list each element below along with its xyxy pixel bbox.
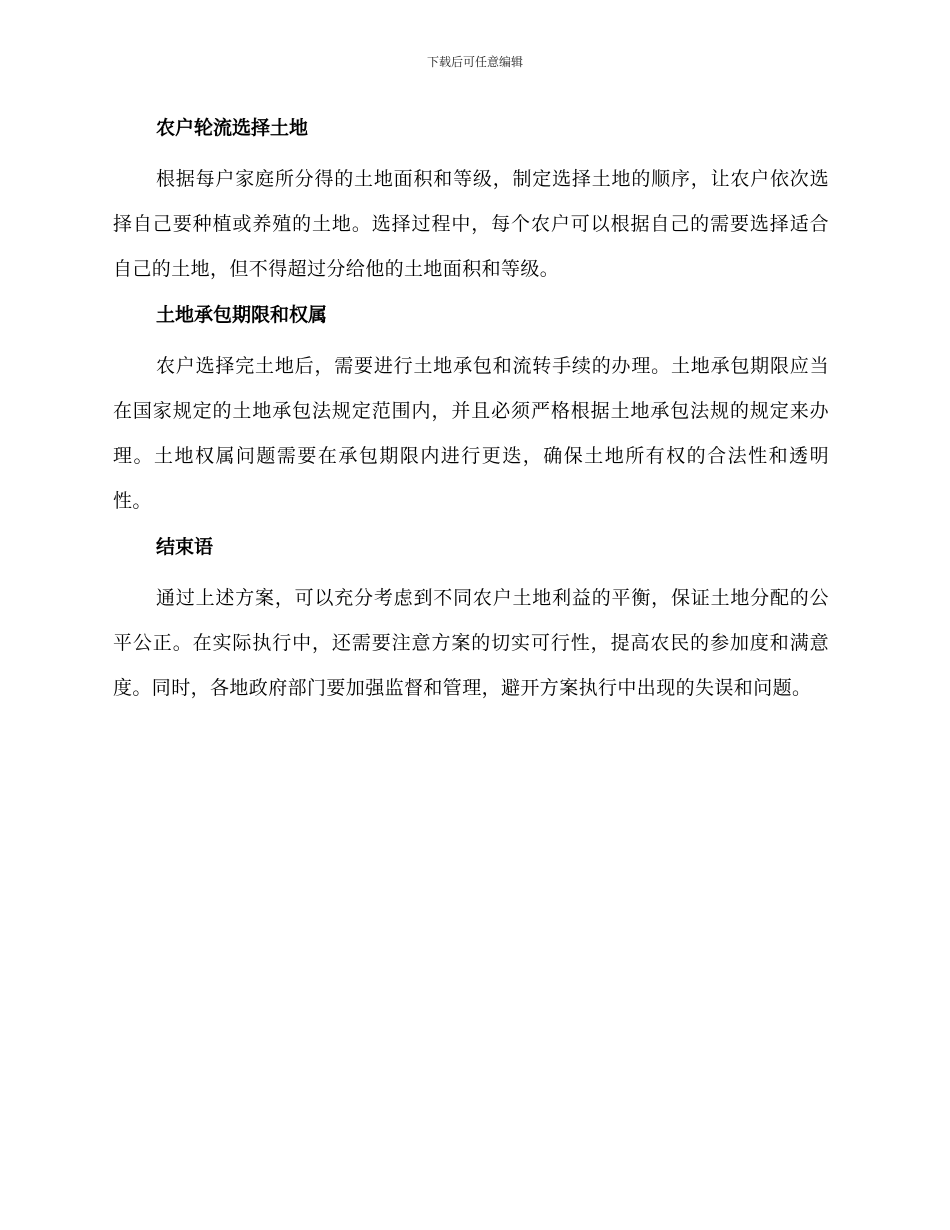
paragraph-conclusion: 通过上述方案，可以充分考虑到不同农户土地利益的平衡，保证土地分配的公平公正。在实际执行中，还需要注意方案的切实可行性，提高农民的参加度和满意度。同时，各地政府部门要加强监督和管理，避开方案执行中出现的失误和问题。 xyxy=(113,587,829,699)
page-header-note: 下载后可任意编辑 xyxy=(426,55,523,69)
paragraph-land-selection: 根据每户家庭所分得的土地面积和等级，制定选择土地的顺序，让农户依次选择自己要种植或养殖的土地。选择过程中，每个农户可以根据自己的需要选择适合自己的土地，但不得超过分给他的土地面积和等级。 xyxy=(113,168,829,280)
document-body xyxy=(113,113,829,719)
paragraph-contract-term: 农户选择完土地后，需要进行土地承包和流转手续的办理。土地承包期限应当在国家规定的土地承包法规定范围内，并且必须严格根据土地承包法规的规定来办理。土地权属问题需要在承包期限内进行更迭，确保土地所有权的合法性和透明性。 xyxy=(113,355,829,512)
section-heading-contract-term: 土地承包期限和权属 xyxy=(156,304,328,326)
section-heading-conclusion: 结束语 xyxy=(156,536,214,558)
section-heading-land-selection: 农户轮流选择土地 xyxy=(156,117,309,139)
